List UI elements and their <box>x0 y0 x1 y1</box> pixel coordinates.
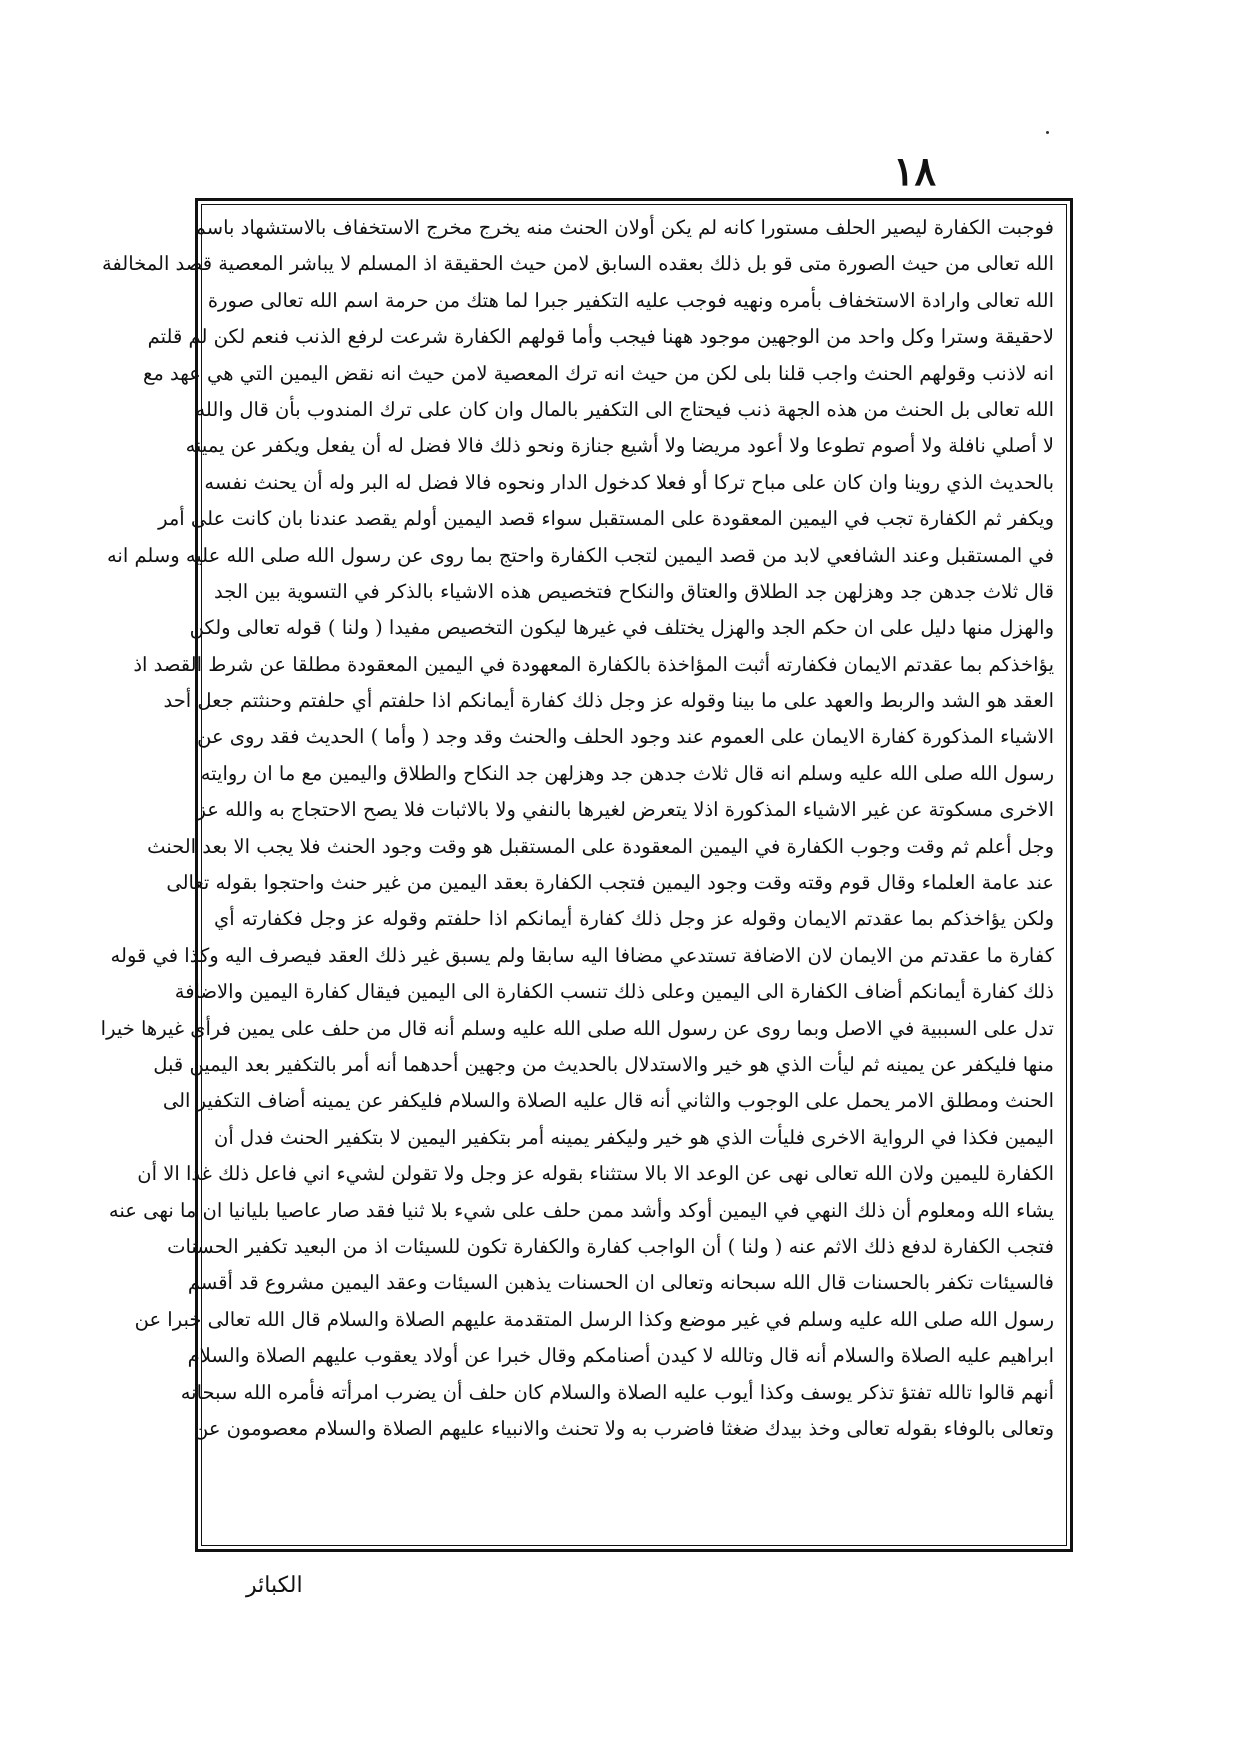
catchword: الكبائر <box>246 1573 303 1598</box>
text-line: الحنث ومطلق الامر يحمل على الوجوب والثاني أنه قال عليه الصلاة والسلام فليكفر عن يمينه أضاف التكفير الى <box>162 1089 1054 1113</box>
text-line: يؤاخذكم بما عقدتم الايمان فكفارته أثبت المؤاخذة بالكفارة المعهودة في اليمين المعقودة مطلقا عن شرط القصد اذ <box>133 652 1054 676</box>
page-number: ١٨ <box>893 148 936 195</box>
text-line: تدل على السببية في الاصل وبما روى عن رسول الله صلى الله عليه وسلم أنه قال من حلف على يمين فرأى غيرها خيرا <box>100 1016 1054 1040</box>
text-line: الله تعالى بل الحنث من هذه الجهة ذنب فيحتاج الى التكفير بالمال وان كان على ترك المندوب بأن قال والله <box>195 397 1054 421</box>
text-line: فتجب الكفارة لدفع ذلك الاثم عنه ( ولنا ) أن الواجب كفارة والكفارة تكون للسيئات اذ من البعيد تكفير الحسنات <box>167 1234 1054 1258</box>
scan-speck <box>1046 131 1049 134</box>
text-line: يشاء الله ومعلوم أن ذلك النهي في اليمين أوكد وأشد ممن حلف على شيء بلا ثنيا فقد صار عاصيا بليانيا ان ما نهى عنه <box>108 1198 1054 1222</box>
text-line: بالحديث الذي روينا وان كان على مباح تركا أو فعلا كدخول الدار ونحوه فالا فضل له البر وله أن يحنث نفسه <box>204 470 1054 494</box>
text-line: قال ثلاث جدهن جد وهزلهن جد الطلاق والعتاق والنكاح فتخصيص هذه الاشياء بالذكر في التسوية بين الجد <box>214 579 1054 603</box>
text-line: انه لاذنب وقولهم الحنث واجب قلنا بلى لكن من حيث انه ترك المعصية لامن حيث انه نقض اليمين التي هي عهد مع <box>142 361 1054 385</box>
text-line: الاشياء المذكورة كفارة الايمان على العموم عند وجود الحلف والحنث وقد وجد ( وأما ) الحديث فقد روى عن <box>197 725 1054 749</box>
text-line: وجل أعلم ثم وقت وجوب الكفارة في اليمين المعقودة على المستقبل هو وقت وجود الحنث فلا يجب الا بعد الحنث <box>147 834 1054 858</box>
text-line: رسول الله صلى الله عليه وسلم في غير موضع وكذا الرسل المتقدمة عليهم الصلاة والسلام قال الله تعالى خبرا عن <box>134 1307 1054 1331</box>
text-line: الله تعالى من حيث الصورة متى قو بل ذلك بعقده السابق لامن حيث الحقيقة اذ المسلم لا يباشر المعصية قصد المخالفة <box>101 252 1054 276</box>
text-line: اليمين فكذا في الرواية الاخرى فليأت الذي هو خير وليكفر يمينه أمر بتكفير اليمين لا بتكفير الحنث فدل أن <box>214 1125 1054 1149</box>
text-line: لاحقيقة وسترا وكل واحد من الوجهين موجود ههنا فيجب وأما قولهم الكفارة شرعت لرفع الذنب فنعم لكن لم قلتم <box>147 325 1054 349</box>
text-line: رسول الله صلى الله عليه وسلم انه قال ثلاث جدهن جد وهزلهن جد النكاح والطلاق واليمين مع ما ان روايته <box>200 761 1054 785</box>
text-line: ولكن يؤاخذكم بما عقدتم الايمان وقوله عز وجل ذلك كفارة أيمانكم اذا حلفتم وقوله عز وجل فكفارته أي <box>214 907 1054 931</box>
text-line: الكفارة لليمين ولان الله تعالى نهى عن الوعد الا بالا ستثناء بقوله عز وجل ولا تقولن لشيء اني فاعل ذلك غدا الا أن <box>137 1162 1054 1186</box>
text-line: في المستقبل وعند الشافعي لابد من قصد اليمين لتجب الكفارة واحتج بما روى عن رسول الله صلى الله عليه وسلم انه <box>106 543 1054 567</box>
text-line: فالسيئات تكفر بالحسنات قال الله سبحانه وتعالى ان الحسنات يذهبن السيئات وعقد اليمين مشروع قد أقسم <box>187 1271 1054 1295</box>
text-line: ابراهيم عليه الصلاة والسلام أنه قال وتالله لا كيدن أصنامكم وقال خبرا عن أولاد يعقوب عليهم الصلاة والسلام <box>187 1344 1054 1368</box>
text-line: منها فليكفر عن يمينه ثم ليأت الذي هو خير والاستدلال بالحديث من وجهين أحدهما أنه أمر بالتكفير بعد اليمين قبل <box>153 1052 1054 1076</box>
text-line: عند عامة العلماء وقال قوم وقته وقت وجود اليمين فتجب الكفارة بعقد اليمين من غير حنث واحتجوا بقوله تعالى <box>166 871 1054 895</box>
text-line: وتعالى بالوفاء بقوله تعالى وخذ بيدك ضغثا فاضرب به ولا تحنث والانبياء عليهم الصلاة والسلام معصومون عن <box>194 1416 1054 1440</box>
text-line: الاخرى مسكوتة عن غير الاشياء المذكورة اذلا يتعرض لغيرها بالنفي ولا بالاثبات فلا يصح الاحتجاج به والله عز <box>196 798 1054 822</box>
text-line: ويكفر ثم الكفارة تجب في اليمين المعقودة على المستقبل سواء قصد اليمين أولم يقصد عندنا بان كانت على أمر <box>158 507 1054 531</box>
text-line: العقد هو الشد والربط والعهد على ما بينا وقوله عز وجل ذلك كفارة أيمانكم اذا حلفتم أي حلفتم وحنثتم جعل أحد <box>163 689 1054 713</box>
text-line: فوجبت الكفارة ليصير الحلف مستورا كانه لم يكن أولان الحنث منه يخرج مخرج الاستخفاف بالاستشهاد باسم <box>193 216 1054 239</box>
body-text <box>100 210 1054 1544</box>
text-line: كفارة ما عقدتم من الايمان لان الاضافة تستدعي مضافا اليه سابقا ولم يسبق غير ذلك العقد فيصرف اليه وكذا في قوله <box>110 943 1054 967</box>
text-line: والهزل منها دليل على ان حكم الجد والهزل يختلف في غيرها ليكون التخصيص مفيدا ( ولنا ) قوله تعالى ولكن <box>189 616 1054 640</box>
text-line: الله تعالى وارادة الاستخفاف بأمره ونهيه فوجب عليه التكفير جبرا لما هتك من حرمة اسم الله تعالى صورة <box>207 288 1054 312</box>
text-line: لا أصلي نافلة ولا أصوم تطوعا ولا أعود مريضا ولا أشيع جنازة ونحو ذلك فالا فضل له أن يفعل ويكفر عن يمينه <box>185 434 1054 458</box>
text-line: ذلك كفارة أيمانكم أضاف الكفارة الى اليمين وعلى ذلك تنسب الكفارة الى اليمين فيقال كفارة اليمين والاضافة <box>174 980 1054 1004</box>
text-line: أنهم قالوا تالله تفتؤ تذكر يوسف وكذا أيوب عليه الصلاة والسلام كان حلف أن يضرب امرأته فأمره الله سبحانه <box>180 1380 1054 1404</box>
